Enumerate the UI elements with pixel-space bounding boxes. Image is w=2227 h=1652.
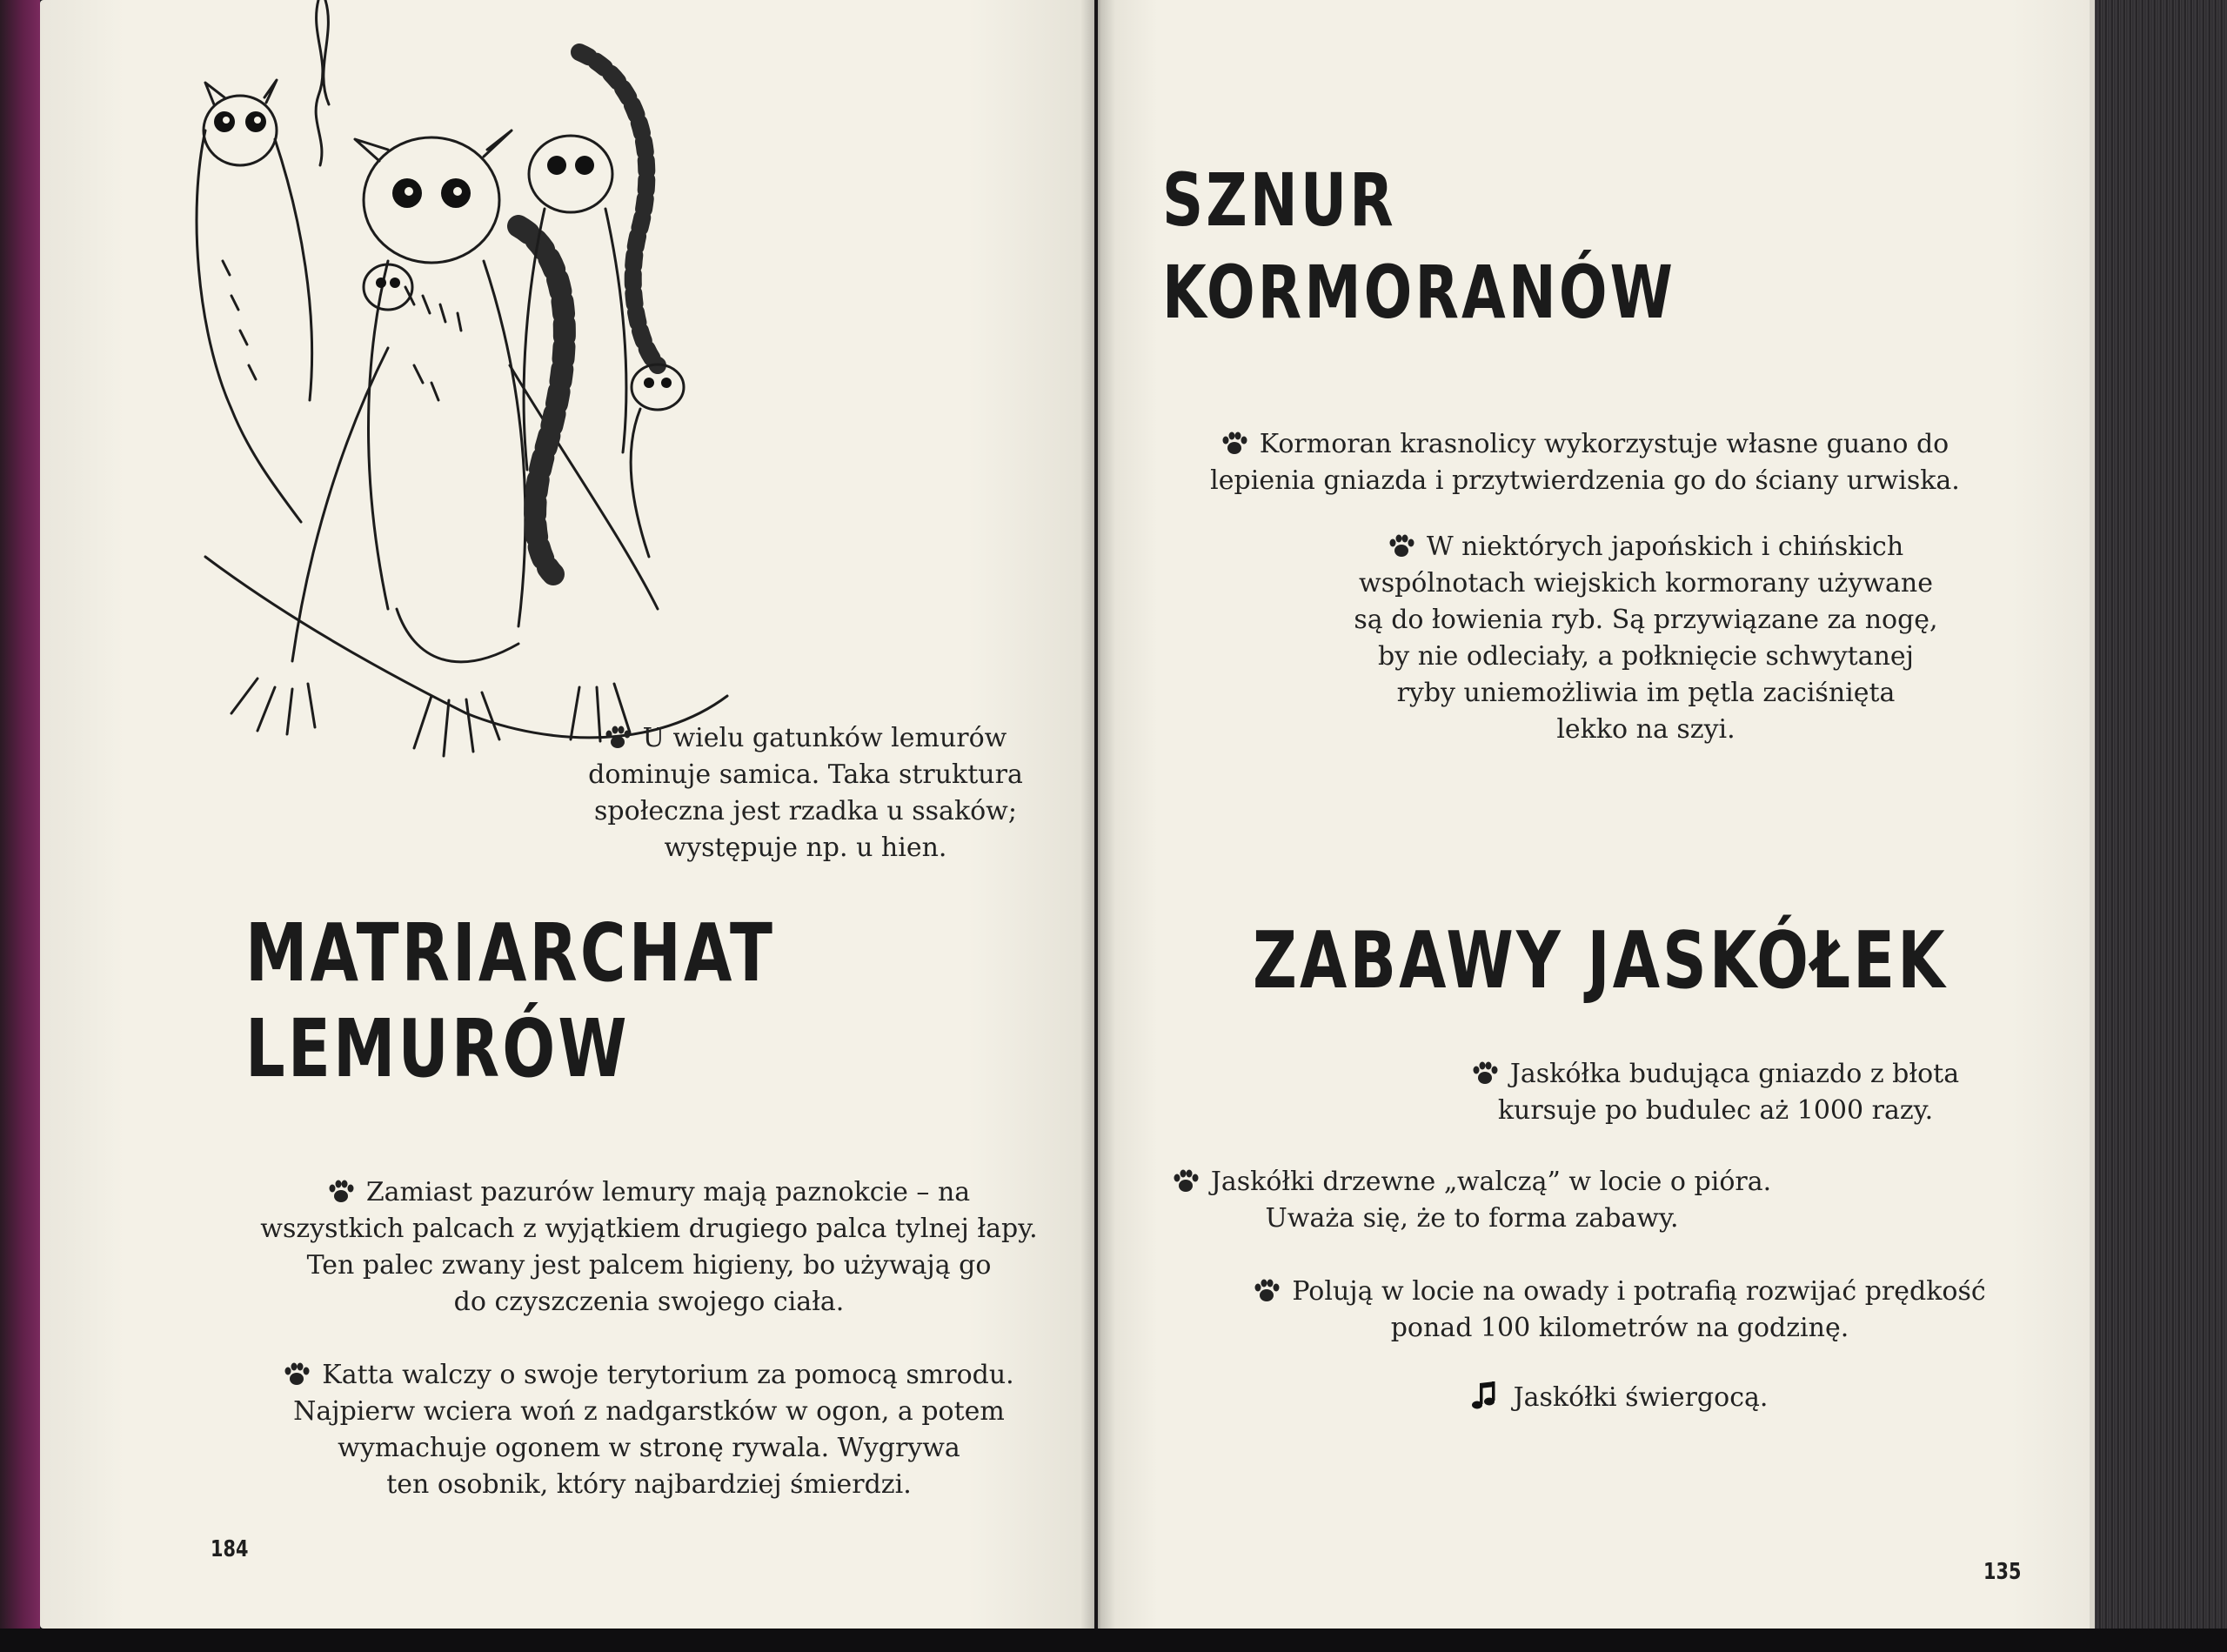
fact-line: Jaskółki drzewne „walczą” w locie o pióra.: [1210, 1167, 1772, 1197]
heading-line: SZNUR: [1162, 157, 1396, 243]
page-edge-highlight: [2090, 0, 2095, 1652]
fact-line: Katta walczy o swoje terytorium za pomocą smrodu.: [322, 1360, 1014, 1390]
fact-line: Jaskółka budująca gniazdo z błota: [1509, 1059, 1960, 1089]
fact-line: wymachuje ogonem w stronę rywala. Wygrywa: [338, 1433, 960, 1463]
fact-line: lekko na szyi.: [1556, 714, 1735, 745]
page-number-left: 184: [211, 1536, 249, 1562]
fact-line: Ten palec zwany jest palcem higieny, bo używają go: [306, 1250, 992, 1281]
paw-icon: [1254, 1279, 1280, 1303]
fact-line: są do łowienia ryb. Są przywiązane za nogę,: [1354, 605, 1938, 635]
cormorant-fact-guano: [1124, 426, 2046, 499]
fact-line: Jaskółki świergocą.: [1513, 1382, 1769, 1413]
fact-line: wszystkich palcach z wyjątkiem drugiego palca tylnej łapy.: [260, 1214, 1038, 1244]
caption-line: społeczna jest rzadka u ssaków;: [594, 796, 1017, 826]
right-page: [1098, 0, 2090, 1629]
bottom-shadow: [0, 1629, 2227, 1652]
heading-line: MATRIARCHAT: [245, 906, 776, 1000]
heading-sznur-kormoranow: [1162, 157, 1676, 335]
paw-icon: [328, 1180, 354, 1204]
left-page: [40, 0, 1094, 1629]
music-note-icon: [1472, 1381, 1498, 1411]
fact-line: by nie odleciały, a połknięcie schwytanej: [1378, 641, 1914, 672]
fact-line: wspólnotach wiejskich kormorany używane: [1359, 568, 1933, 599]
fact-line: ten osobnik, który najbardziej śmierdzi.: [386, 1469, 912, 1500]
paw-icon: [1221, 431, 1247, 456]
cormorant-fact-fishing: [1333, 529, 1959, 748]
paw-icon: [1472, 1061, 1498, 1086]
fact-line: ryby uniemożliwia im pętla zaciśnięta: [1396, 678, 1896, 708]
caption-line: U wielu gatunków lemurów: [642, 723, 1007, 753]
lemur-fact-nails: [214, 1174, 1084, 1321]
page-number-right: 135: [1983, 1559, 2022, 1585]
lemur-caption: [527, 720, 1084, 866]
paw-icon: [284, 1362, 310, 1387]
lemur-illustration: [171, 0, 832, 835]
paw-icon: [1173, 1169, 1199, 1194]
fact-line: do czyszczenia swojego ciała.: [453, 1287, 845, 1317]
caption-line: dominuje samica. Taka struktura: [588, 759, 1023, 790]
fact-line: Polują w locie na owady i potrafią rozwijać prędkość: [1292, 1276, 1986, 1307]
paw-icon: [605, 726, 631, 750]
paw-icon: [1388, 534, 1414, 558]
book-cover-edge: [0, 0, 40, 1652]
page-stack-edge: [2090, 0, 2227, 1652]
heading-line: LEMURÓW: [245, 1002, 630, 1095]
fact-line: ponad 100 kilometrów na godzinę.: [1390, 1313, 1849, 1343]
book-gutter: [1080, 0, 1115, 1652]
fact-line: Uważa się, że to forma zabawy.: [1265, 1203, 1679, 1234]
swallow-fact-chirp: [1359, 1380, 1881, 1416]
swallow-fact-play: [1167, 1164, 1776, 1237]
heading-line: ZABAWY JASKÓŁEK: [1253, 915, 1948, 1007]
heading-matriarchat: [245, 906, 776, 1095]
caption-line: występuje np. u hien.: [664, 833, 947, 863]
swallow-fact-nest: [1437, 1056, 1994, 1129]
fact-line: kursuje po budulec aż 1000 razy.: [1497, 1095, 1934, 1126]
fact-line: Kormoran krasnolicy wykorzystuje własne guano do: [1259, 429, 1949, 459]
fact-line: W niektórych japońskich i chińskich: [1426, 532, 1904, 562]
heading-zabawy-jaskolek: [1253, 915, 1948, 1007]
heading-line: KORMORANÓW: [1162, 250, 1676, 335]
fact-line: lepienia gniazda i przytwierdzenia go do ściany urwiska.: [1210, 465, 1960, 496]
fact-line: Najpierw wciera woń z nadgarstków w ogon, a potem: [293, 1396, 1005, 1427]
swallow-fact-speed: [1185, 1274, 2055, 1347]
fact-line: Zamiast pazurów lemury mają paznokcie – na: [365, 1177, 971, 1207]
lemur-fact-scent: [214, 1357, 1084, 1503]
